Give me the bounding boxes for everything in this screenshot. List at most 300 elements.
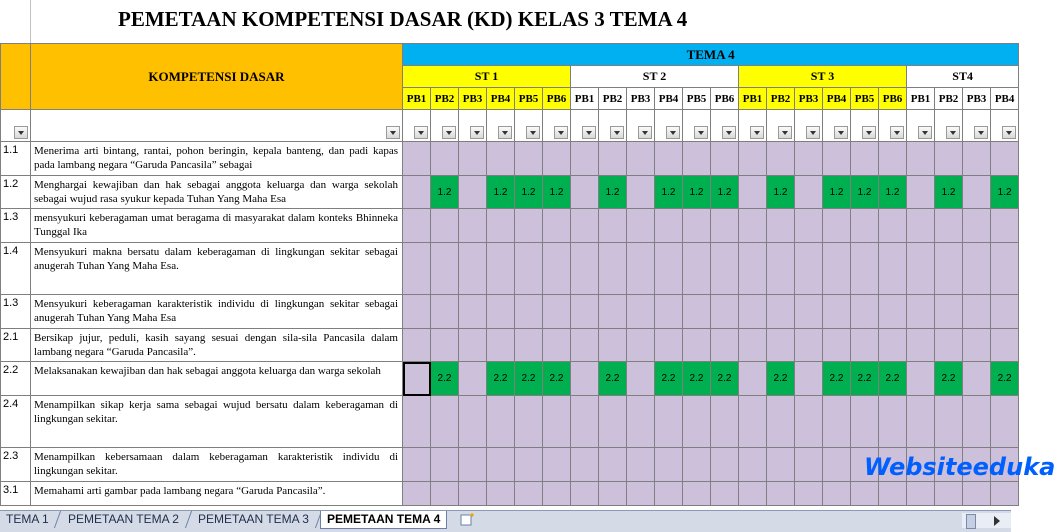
- mapping-cell[interactable]: [963, 295, 991, 329]
- subtema-header-2: ST 2: [571, 66, 739, 88]
- pb-header: PB1: [403, 88, 431, 110]
- mapping-cell[interactable]: [907, 142, 935, 176]
- mapping-cell[interactable]: [571, 295, 599, 329]
- marked-cell[interactable]: 1.2: [431, 176, 459, 209]
- filter-dropdown-icon[interactable]: [862, 126, 876, 139]
- mapping-cell[interactable]: [767, 482, 795, 506]
- mapping-cell[interactable]: [571, 329, 599, 362]
- mapping-cell[interactable]: [739, 209, 767, 243]
- mapping-cell[interactable]: [515, 243, 543, 295]
- marked-cell[interactable]: 1.2: [599, 176, 627, 209]
- kd-description: Bersikap jujur, peduli, kasih sayang sesuai dengan sila-sila Pancasila dalam lambang negara “Garuda Pancasila”.: [31, 329, 403, 362]
- filter-dropdown-icon[interactable]: [526, 126, 540, 139]
- mapping-cell[interactable]: [459, 329, 487, 362]
- filter-cell-pb: [515, 110, 543, 142]
- pb-header: PB5: [683, 88, 711, 110]
- marked-cell[interactable]: 1.2: [683, 176, 711, 209]
- row-number: 3.1: [1, 482, 31, 506]
- mapping-cell[interactable]: [935, 482, 963, 506]
- kd-mapping-table: [0, 43, 1019, 506]
- mapping-cell[interactable]: [823, 243, 851, 295]
- pb-header: PB1: [739, 88, 767, 110]
- filter-dropdown-icon[interactable]: [386, 126, 400, 139]
- mapping-cell[interactable]: [459, 362, 487, 396]
- mapping-cell[interactable]: [515, 482, 543, 506]
- insert-sheet-icon[interactable]: [460, 513, 476, 526]
- mapping-cell[interactable]: [655, 448, 683, 482]
- mapping-cell[interactable]: [823, 482, 851, 506]
- filter-cell-pb: [655, 110, 683, 142]
- mapping-cell[interactable]: [431, 295, 459, 329]
- filter-dropdown-icon[interactable]: [974, 126, 988, 139]
- mapping-cell[interactable]: [963, 176, 991, 209]
- mapping-cell[interactable]: [655, 243, 683, 295]
- mapping-cell[interactable]: [655, 295, 683, 329]
- mapping-cell[interactable]: [711, 142, 739, 176]
- mapping-cell[interactable]: [655, 209, 683, 243]
- mapping-cell[interactable]: [571, 448, 599, 482]
- sheet-tab-pemetaan-tema-4[interactable]: PEMETAAN TEMA 4: [320, 511, 447, 529]
- filter-cell-pb: [767, 110, 795, 142]
- mapping-cell[interactable]: [403, 243, 431, 295]
- marked-cell[interactable]: 2.2: [851, 362, 879, 396]
- mapping-cell[interactable]: [627, 176, 655, 209]
- filter-dropdown-icon[interactable]: [834, 126, 848, 139]
- filter-cell-pb: [487, 110, 515, 142]
- mapping-cell[interactable]: [739, 448, 767, 482]
- mapping-cell[interactable]: [403, 329, 431, 362]
- mapping-cell[interactable]: [487, 482, 515, 506]
- mapping-cell[interactable]: [431, 329, 459, 362]
- pb-header: PB4: [655, 88, 683, 110]
- mapping-cell[interactable]: [627, 482, 655, 506]
- mapping-cell[interactable]: [795, 243, 823, 295]
- mapping-cell[interactable]: [543, 295, 571, 329]
- mapping-cell[interactable]: [571, 176, 599, 209]
- pb-header: PB1: [907, 88, 935, 110]
- mapping-cell[interactable]: [935, 209, 963, 243]
- marked-cell[interactable]: 2.2: [515, 362, 543, 396]
- mapping-cell[interactable]: [935, 329, 963, 362]
- filter-dropdown-icon[interactable]: [722, 126, 736, 139]
- mapping-cell[interactable]: [683, 482, 711, 506]
- mapping-cell[interactable]: [599, 396, 627, 448]
- mapping-cell[interactable]: [991, 209, 1019, 243]
- mapping-cell[interactable]: [711, 243, 739, 295]
- mapping-cell[interactable]: [515, 295, 543, 329]
- row-number: 2.4: [1, 396, 31, 448]
- mapping-cell[interactable]: [487, 396, 515, 448]
- mapping-cell[interactable]: [851, 209, 879, 243]
- sheet-tab-pemetaan-tema-3[interactable]: PEMETAAN TEMA 3: [198, 512, 309, 526]
- marked-cell[interactable]: 2.2: [543, 362, 571, 396]
- mapping-cell[interactable]: [683, 396, 711, 448]
- mapping-cell[interactable]: [459, 243, 487, 295]
- mapping-cell[interactable]: [739, 295, 767, 329]
- mapping-cell[interactable]: [683, 448, 711, 482]
- mapping-cell[interactable]: [403, 142, 431, 176]
- scroll-right-icon[interactable]: [994, 516, 1000, 526]
- mapping-cell[interactable]: [879, 209, 907, 243]
- title-row: [0, 0, 1011, 44]
- mapping-cell[interactable]: [655, 142, 683, 176]
- mapping-cell[interactable]: [963, 362, 991, 396]
- mapping-cell[interactable]: [459, 482, 487, 506]
- mapping-cell[interactable]: [683, 329, 711, 362]
- mapping-cell[interactable]: [851, 482, 879, 506]
- mapping-cell[interactable]: [823, 329, 851, 362]
- filter-dropdown-icon[interactable]: [442, 126, 456, 139]
- mapping-cell[interactable]: [599, 482, 627, 506]
- pb-header: PB3: [627, 88, 655, 110]
- marked-cell[interactable]: 2.2: [767, 362, 795, 396]
- mapping-cell[interactable]: [515, 448, 543, 482]
- mapping-cell[interactable]: [711, 209, 739, 243]
- row-number: 1.3: [1, 209, 31, 243]
- mapping-cell[interactable]: [991, 396, 1019, 448]
- marked-cell[interactable]: 1.2: [655, 176, 683, 209]
- filter-dropdown-icon[interactable]: [778, 126, 792, 139]
- filter-dropdown-icon[interactable]: [470, 126, 484, 139]
- filter-cell-pb: [963, 110, 991, 142]
- marked-cell[interactable]: 1.2: [991, 176, 1019, 209]
- mapping-cell[interactable]: [991, 482, 1019, 506]
- mapping-cell[interactable]: [739, 329, 767, 362]
- filter-dropdown-icon[interactable]: [946, 126, 960, 139]
- mapping-cell[interactable]: [543, 396, 571, 448]
- row-number: 2.1: [1, 329, 31, 362]
- mapping-cell[interactable]: [767, 329, 795, 362]
- mapping-cell[interactable]: [739, 176, 767, 209]
- mapping-cell[interactable]: [739, 396, 767, 448]
- filter-dropdown-icon[interactable]: [750, 126, 764, 139]
- mapping-cell[interactable]: [487, 209, 515, 243]
- mapping-cell[interactable]: [487, 448, 515, 482]
- mapping-cell[interactable]: [991, 243, 1019, 295]
- mapping-cell[interactable]: [795, 448, 823, 482]
- mapping-cell[interactable]: [991, 295, 1019, 329]
- filter-dropdown-icon[interactable]: [666, 126, 680, 139]
- marked-cell[interactable]: 1.2: [935, 176, 963, 209]
- mapping-cell[interactable]: [823, 396, 851, 448]
- mapping-cell[interactable]: [431, 142, 459, 176]
- mapping-cell[interactable]: [879, 243, 907, 295]
- mapping-cell[interactable]: [683, 209, 711, 243]
- marked-cell[interactable]: 2.2: [879, 362, 907, 396]
- mapping-cell[interactable]: [571, 243, 599, 295]
- mapping-cell[interactable]: [487, 295, 515, 329]
- mapping-cell[interactable]: [403, 209, 431, 243]
- row-number: 2.2: [1, 362, 31, 396]
- mapping-cell[interactable]: [879, 329, 907, 362]
- marked-cell[interactable]: 1.2: [543, 176, 571, 209]
- mapping-cell[interactable]: [599, 329, 627, 362]
- pb-header: PB4: [991, 88, 1019, 110]
- mapping-cell[interactable]: [515, 396, 543, 448]
- mapping-cell[interactable]: [571, 362, 599, 396]
- filter-cell-pb: [823, 110, 851, 142]
- mapping-cell[interactable]: [431, 396, 459, 448]
- mapping-cell[interactable]: [823, 295, 851, 329]
- mapping-cell[interactable]: [683, 142, 711, 176]
- mapping-cell[interactable]: [487, 142, 515, 176]
- marked-cell[interactable]: 2.2: [683, 362, 711, 396]
- mapping-cell[interactable]: [851, 142, 879, 176]
- mapping-cell[interactable]: [711, 448, 739, 482]
- mapping-cell[interactable]: [795, 209, 823, 243]
- mapping-cell[interactable]: [963, 329, 991, 362]
- mapping-cell[interactable]: [991, 142, 1019, 176]
- page-title: PEMETAAN KOMPETENSI DASAR (KD) KELAS 3 TEMA 4: [118, 7, 688, 31]
- mapping-cell[interactable]: [879, 142, 907, 176]
- filter-dropdown-icon[interactable]: [610, 126, 624, 139]
- mapping-cell[interactable]: [963, 243, 991, 295]
- spreadsheet-grid[interactable]: [0, 43, 1015, 510]
- marked-cell[interactable]: 2.2: [599, 362, 627, 396]
- mapping-cell[interactable]: [907, 209, 935, 243]
- pb-header: PB5: [515, 88, 543, 110]
- mapping-cell[interactable]: [515, 209, 543, 243]
- mapping-cell[interactable]: [655, 482, 683, 506]
- mapping-cell[interactable]: [739, 482, 767, 506]
- mapping-cell[interactable]: [767, 396, 795, 448]
- filter-dropdown-icon[interactable]: [890, 126, 904, 139]
- watermark-text: Websiteeduka: [864, 453, 1055, 481]
- marked-cell[interactable]: 1.2: [711, 176, 739, 209]
- mapping-cell[interactable]: [683, 295, 711, 329]
- mapping-cell[interactable]: [403, 362, 431, 396]
- marked-cell[interactable]: 2.2: [655, 362, 683, 396]
- mapping-cell[interactable]: [459, 448, 487, 482]
- mapping-cell[interactable]: [655, 329, 683, 362]
- mapping-cell[interactable]: [403, 176, 431, 209]
- marked-cell[interactable]: 2.2: [935, 362, 963, 396]
- mapping-cell[interactable]: [795, 329, 823, 362]
- mapping-cell[interactable]: [739, 362, 767, 396]
- pb-header: PB2: [767, 88, 795, 110]
- mapping-cell[interactable]: [795, 362, 823, 396]
- mapping-cell[interactable]: [627, 448, 655, 482]
- mapping-cell[interactable]: [543, 142, 571, 176]
- mapping-cell[interactable]: [711, 295, 739, 329]
- mapping-cell[interactable]: [879, 295, 907, 329]
- marked-cell[interactable]: 1.2: [515, 176, 543, 209]
- mapping-cell[interactable]: [767, 209, 795, 243]
- mapping-cell[interactable]: [543, 243, 571, 295]
- marked-cell[interactable]: 2.2: [991, 362, 1019, 396]
- mapping-cell[interactable]: [935, 396, 963, 448]
- mapping-cell[interactable]: [543, 448, 571, 482]
- mapping-cell[interactable]: [627, 142, 655, 176]
- mapping-cell[interactable]: [599, 209, 627, 243]
- filter-cell-pb: [431, 110, 459, 142]
- mapping-cell[interactable]: [767, 243, 795, 295]
- filter-cell-pb: [795, 110, 823, 142]
- pb-header: PB3: [963, 88, 991, 110]
- mapping-cell[interactable]: [627, 396, 655, 448]
- marked-cell[interactable]: 2.2: [823, 362, 851, 396]
- filter-cell-pb: [459, 110, 487, 142]
- mapping-cell[interactable]: [403, 482, 431, 506]
- mapping-cell[interactable]: [879, 396, 907, 448]
- mapping-cell[interactable]: [627, 243, 655, 295]
- mapping-cell[interactable]: [711, 482, 739, 506]
- filter-cell-pb: [851, 110, 879, 142]
- pb-header: PB4: [823, 88, 851, 110]
- mapping-cell[interactable]: [543, 329, 571, 362]
- mapping-cell[interactable]: [459, 209, 487, 243]
- kd-description: Melaksanakan kewajiban dan hak sebagai anggota keluarga dan warga sekolah: [31, 362, 403, 396]
- mapping-cell[interactable]: [907, 329, 935, 362]
- sheet-tab-bar: [0, 510, 1011, 532]
- mapping-cell[interactable]: [907, 396, 935, 448]
- marked-cell[interactable]: 1.2: [767, 176, 795, 209]
- mapping-cell[interactable]: [907, 243, 935, 295]
- sheet-tab-tema-1[interactable]: TEMA 1: [6, 512, 49, 526]
- mapping-cell[interactable]: [795, 142, 823, 176]
- mapping-cell[interactable]: [739, 243, 767, 295]
- mapping-cell[interactable]: [851, 329, 879, 362]
- row-number: 2.3: [1, 448, 31, 482]
- mapping-cell[interactable]: [459, 295, 487, 329]
- mapping-cell[interactable]: [823, 448, 851, 482]
- mapping-cell[interactable]: [459, 396, 487, 448]
- pb-header: PB6: [543, 88, 571, 110]
- scrollbar-thumb[interactable]: [966, 514, 976, 529]
- mapping-cell[interactable]: [571, 142, 599, 176]
- mapping-cell[interactable]: [795, 295, 823, 329]
- mapping-cell[interactable]: [403, 295, 431, 329]
- mapping-cell[interactable]: [515, 329, 543, 362]
- filter-dropdown-icon[interactable]: [918, 126, 932, 139]
- mapping-cell[interactable]: [543, 482, 571, 506]
- mapping-cell[interactable]: [403, 396, 431, 448]
- mapping-cell[interactable]: [767, 448, 795, 482]
- filter-dropdown-icon[interactable]: [1002, 126, 1016, 139]
- filter-dropdown-icon[interactable]: [14, 126, 28, 139]
- marked-cell[interactable]: 2.2: [487, 362, 515, 396]
- filter-dropdown-icon[interactable]: [498, 126, 512, 139]
- mapping-cell[interactable]: [879, 482, 907, 506]
- kd-description: mensyukuri keberagaman umat beragama di masyarakat dalam konteks Bhinneka Tunggal Ika: [31, 209, 403, 243]
- filter-cell-kd: [31, 110, 403, 142]
- mapping-cell[interactable]: [963, 209, 991, 243]
- filter-dropdown-icon[interactable]: [582, 126, 596, 139]
- mapping-cell[interactable]: [795, 396, 823, 448]
- mapping-cell[interactable]: [795, 482, 823, 506]
- tab-separator: [54, 511, 61, 528]
- pb-header: PB3: [795, 88, 823, 110]
- filter-cell-pb: [739, 110, 767, 142]
- mapping-cell[interactable]: [935, 295, 963, 329]
- mapping-cell[interactable]: [823, 209, 851, 243]
- mapping-cell[interactable]: [459, 142, 487, 176]
- row-number: 1.1: [1, 142, 31, 176]
- mapping-cell[interactable]: [515, 142, 543, 176]
- mapping-cell[interactable]: [963, 482, 991, 506]
- mapping-cell[interactable]: [627, 209, 655, 243]
- mapping-cell[interactable]: [963, 396, 991, 448]
- mapping-cell[interactable]: [599, 243, 627, 295]
- kd-description: Menampilkan kebersamaan dalam keberagaman karakteristik individu di lingkungan sekitar.: [31, 448, 403, 482]
- pb-header: PB2: [599, 88, 627, 110]
- mapping-cell[interactable]: [431, 482, 459, 506]
- mapping-cell[interactable]: [627, 329, 655, 362]
- mapping-cell[interactable]: [907, 362, 935, 396]
- mapping-cell[interactable]: [571, 482, 599, 506]
- pb-header: PB1: [571, 88, 599, 110]
- mapping-cell[interactable]: [683, 243, 711, 295]
- marked-cell[interactable]: 1.2: [823, 176, 851, 209]
- mapping-cell[interactable]: [991, 329, 1019, 362]
- mapping-cell[interactable]: [571, 396, 599, 448]
- tema-header: TEMA 4: [403, 44, 1019, 66]
- filter-dropdown-icon[interactable]: [638, 126, 652, 139]
- pb-header: PB6: [879, 88, 907, 110]
- marked-cell[interactable]: 1.2: [851, 176, 879, 209]
- mapping-cell[interactable]: [459, 176, 487, 209]
- mapping-cell[interactable]: [907, 295, 935, 329]
- mapping-cell[interactable]: [627, 295, 655, 329]
- filter-cell-no: [1, 110, 31, 142]
- mapping-cell[interactable]: [907, 176, 935, 209]
- filter-cell-pb: [627, 110, 655, 142]
- row-number: 1.4: [1, 243, 31, 295]
- filter-dropdown-icon[interactable]: [554, 126, 568, 139]
- mapping-cell[interactable]: [767, 295, 795, 329]
- mapping-cell[interactable]: [823, 142, 851, 176]
- marked-cell[interactable]: 1.2: [487, 176, 515, 209]
- mapping-cell[interactable]: [907, 482, 935, 506]
- mapping-cell[interactable]: [935, 142, 963, 176]
- mapping-cell[interactable]: [767, 142, 795, 176]
- filter-dropdown-icon[interactable]: [806, 126, 820, 139]
- mapping-cell[interactable]: [571, 209, 599, 243]
- mapping-cell[interactable]: [851, 295, 879, 329]
- mapping-cell[interactable]: [431, 243, 459, 295]
- subtema-header-4: ST4: [907, 66, 1019, 88]
- sheet-tab-pemetaan-tema-2[interactable]: PEMETAAN TEMA 2: [68, 512, 179, 526]
- mapping-cell[interactable]: [487, 329, 515, 362]
- filter-dropdown-icon[interactable]: [414, 126, 428, 139]
- marked-cell[interactable]: 2.2: [431, 362, 459, 396]
- mapping-cell[interactable]: [431, 209, 459, 243]
- mapping-cell[interactable]: [711, 396, 739, 448]
- mapping-cell[interactable]: [963, 142, 991, 176]
- filter-dropdown-icon[interactable]: [694, 126, 708, 139]
- mapping-cell[interactable]: [851, 243, 879, 295]
- mapping-cell[interactable]: [599, 142, 627, 176]
- mapping-cell[interactable]: [543, 209, 571, 243]
- mapping-cell[interactable]: [935, 243, 963, 295]
- mapping-cell[interactable]: [851, 396, 879, 448]
- pb-header: PB5: [851, 88, 879, 110]
- mapping-cell[interactable]: [599, 448, 627, 482]
- marked-cell[interactable]: 1.2: [879, 176, 907, 209]
- filter-cell-pb: [711, 110, 739, 142]
- mapping-cell[interactable]: [487, 243, 515, 295]
- mapping-cell[interactable]: [431, 448, 459, 482]
- mapping-cell[interactable]: [739, 142, 767, 176]
- mapping-cell[interactable]: [655, 396, 683, 448]
- mapping-cell[interactable]: [711, 329, 739, 362]
- mapping-cell[interactable]: [627, 362, 655, 396]
- marked-cell[interactable]: 2.2: [711, 362, 739, 396]
- mapping-cell[interactable]: [795, 176, 823, 209]
- horizontal-scrollbar[interactable]: [962, 513, 1011, 528]
- mapping-cell[interactable]: [599, 295, 627, 329]
- mapping-cell[interactable]: [403, 448, 431, 482]
